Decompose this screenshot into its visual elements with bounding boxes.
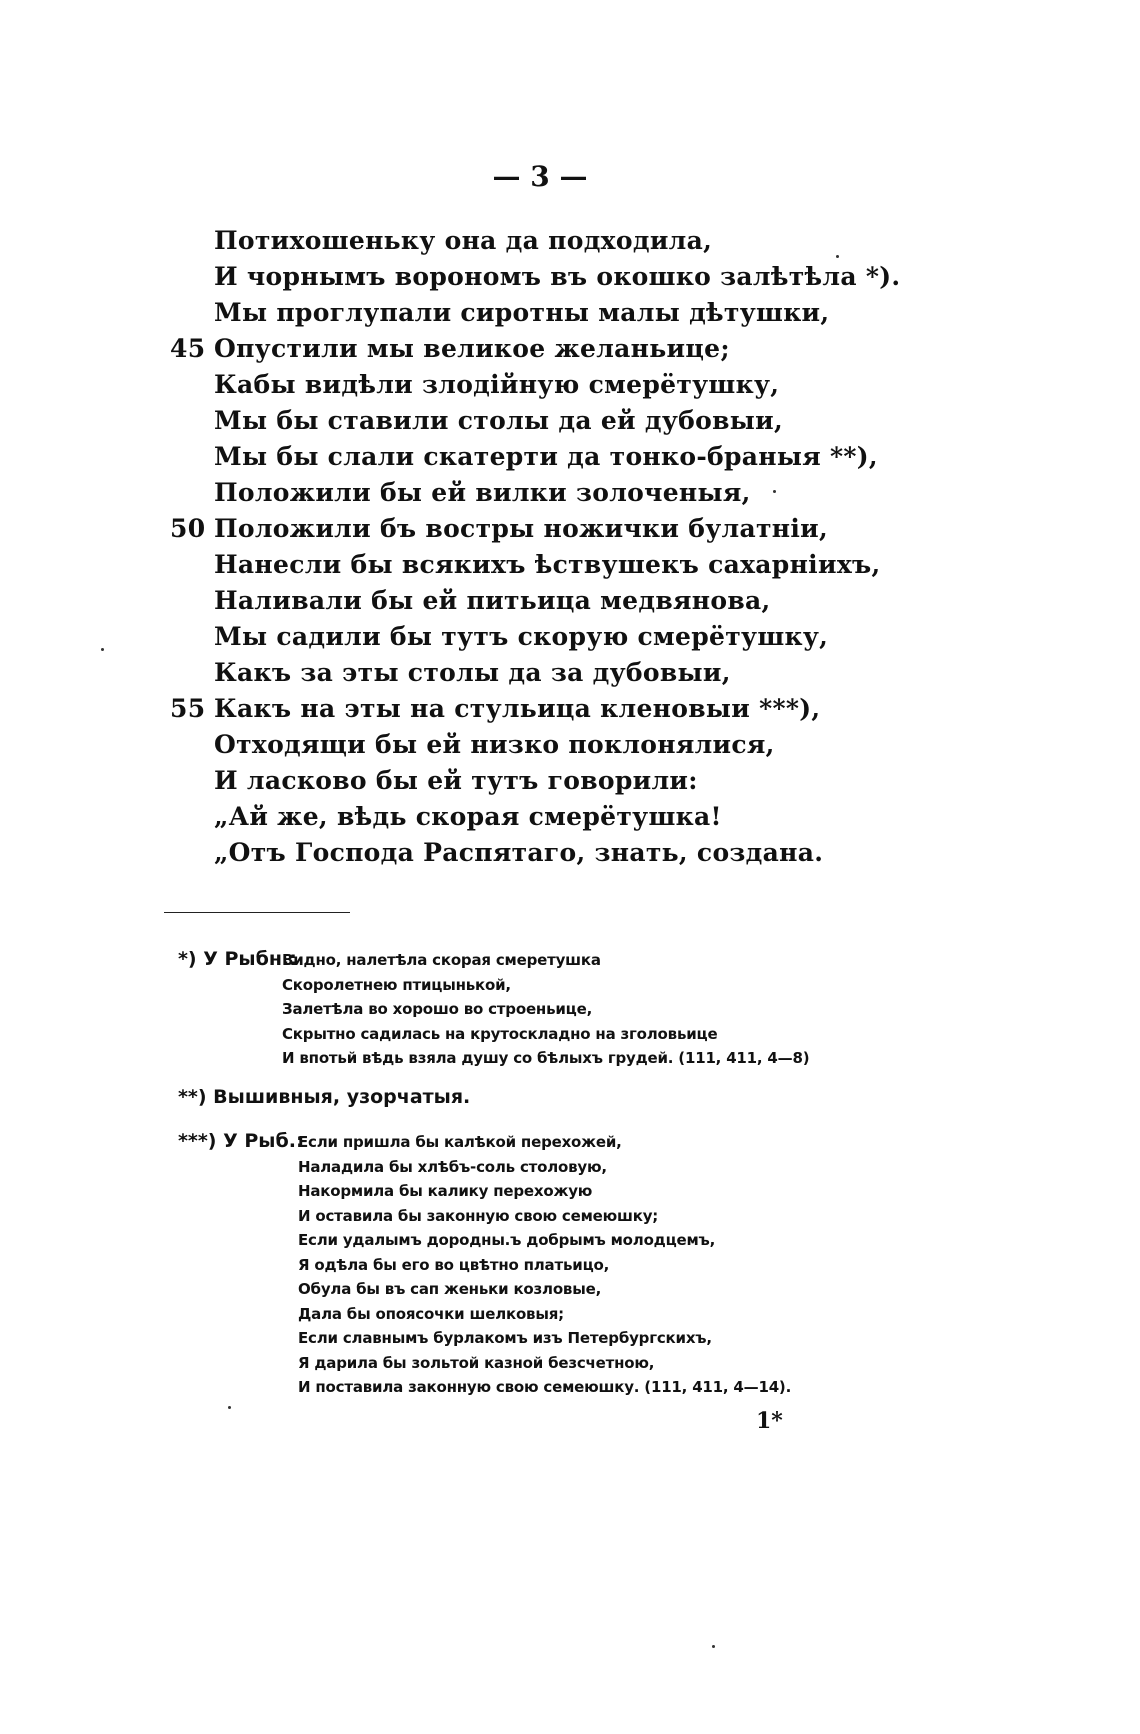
line-text: Мы бы ставили столы да ей дубовыи, [214,406,783,435]
line-text: Опустили мы великое желаньице; [214,334,730,363]
footnote-line: Я дарила бы зольтой казной безсчетною, [298,1353,655,1372]
line-text: Какъ на эты на стульица кленовыи ***), [214,694,821,723]
line-text: „Отъ Господа Распятаго, знать, создана. [214,838,824,867]
line-text: Отходящи бы ей низко поклонялися, [214,730,775,759]
line-text: Мы садили бы тутъ скорую смерётушку, [214,622,829,651]
print-speck [712,1645,715,1648]
footnote-line: Наладила бы хлѣбъ-соль столовую, [298,1157,607,1176]
footnote-line: И впотьй вѣдь взяла душу со бѣлыхъ грудей. (111, 411, 4—8) [282,1049,810,1067]
footnote-1 [178,948,810,1072]
line-number: 50 [170,514,206,543]
footnote-line: Если славнымъ бурлакомъ изъ Петербургскихъ, [298,1329,712,1347]
footnote-mark: *) У Рыбн.: [178,948,297,970]
footnote-body [282,948,809,1071]
line-number: 55 [170,694,206,723]
footnote-text: **) Вышивныя, узорчатыя. [178,1086,471,1108]
line-text: Потихошеньку она да подходила, [214,226,713,255]
line-text: Положили бъ востры ножички булатніи, [214,514,828,543]
line-text: И ласково бы ей тутъ говорили: [214,766,698,795]
page-number: — 3 — [492,160,588,193]
footnote-3 [178,1130,792,1410]
line-number: 45 [170,334,206,363]
line-text: Какъ за эты столы да за дубовыи, [214,658,731,687]
line-text: Мы бы слали скатерти да тонко-браныя **), [214,442,878,471]
line-text: Мы проглупали сиротны малы дѣтушки, [214,298,830,327]
print-speck [773,490,776,493]
footnote-line: Видно, налетѣла скорая смеретушка [282,951,601,969]
print-speck [836,255,839,258]
footnote-line: Если пришла бы калѣкой перехожей, [298,1133,622,1151]
line-text: Положили бы ей вилки золоченыя, [214,478,751,507]
footnote-line: И поставила законную свою семеюшку. (111, 411, 4—14). [298,1378,792,1396]
footnote-line: Обула бы въ сап женьки козловые, [298,1280,602,1298]
line-text: Наливали бы ей питьица медвянова, [214,586,771,615]
line-text: Кабы видѣли злодійную смерётушку, [214,370,780,399]
footnotes [178,948,810,1418]
print-speck [228,1406,231,1409]
footnote-body [298,1130,791,1400]
footnote-line: Дала бы опоясочки шелковыя; [298,1304,564,1323]
line-text: И чорнымъ ворономъ въ окошко залѣтѣла *). [214,262,901,291]
footnote-mark: ***) У Рыб.: [178,1130,304,1152]
footnote-line: Скоролетнею птицынькой, [282,975,511,994]
line-text: Нанесли бы всякихъ ѣствушекъ сахарніихъ, [214,550,881,579]
line-text: „Ай же, вѣдь скорая смерётушка! [214,802,722,831]
footnote-2 [178,1080,470,1122]
footnote-line: Я одѣла бы его во цвѣтно платьицо, [298,1255,610,1274]
footnote-line: Залетѣла во хорошо во строеньице, [282,1000,593,1018]
footnote-divider [164,912,350,913]
signature-mark: 1* [756,1408,783,1434]
footnote-line: Если удалымъ дородны.ъ добрымъ молодцемъ, [298,1231,716,1249]
footnote-line: Скрытно садилась на крутоскладно на зголовьице [282,1024,718,1043]
footnote-line: И оставила бы законную свою семеюшку; [298,1206,659,1225]
print-speck [101,648,104,651]
footnote-line: Накормила бы калику перехожую [298,1182,593,1200]
